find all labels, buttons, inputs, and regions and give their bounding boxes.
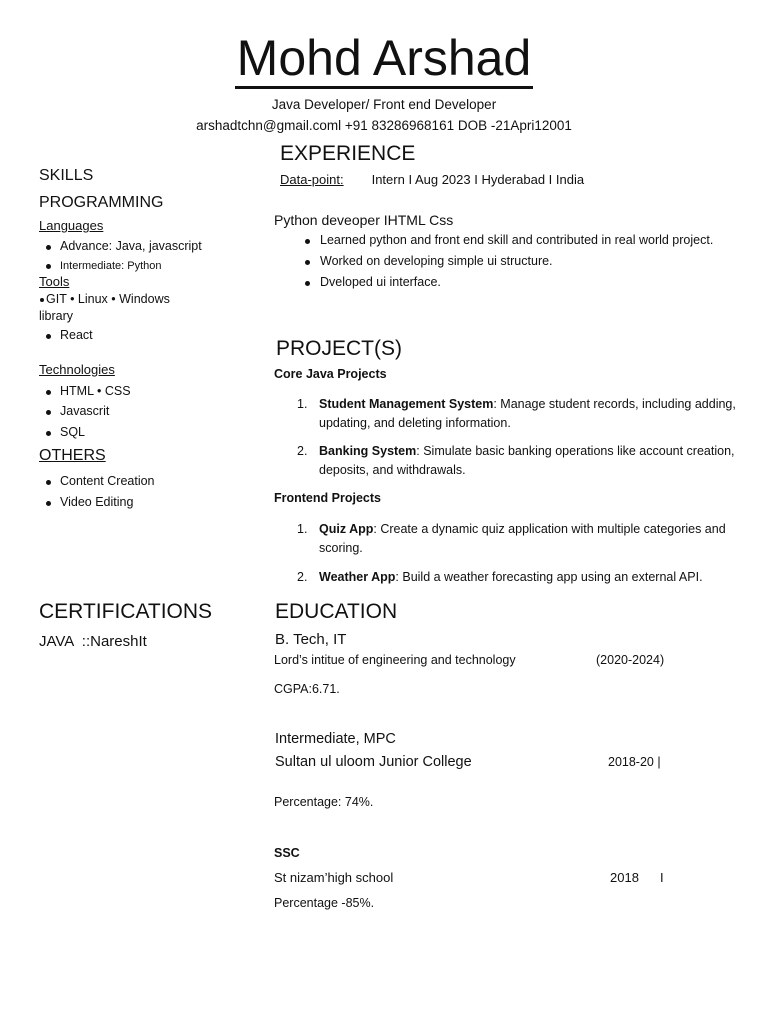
project-item — [297, 395, 737, 433]
technology-item — [46, 383, 131, 398]
experience-heading: EXPERIENCE — [280, 142, 416, 165]
other-item-text: Content Creation — [60, 474, 155, 488]
language-item — [46, 238, 202, 253]
bullet-dot — [46, 334, 51, 339]
projects-heading: PROJECT(S) — [276, 337, 402, 360]
certifications-heading: CERTIFICATIONS — [39, 600, 213, 623]
technologies-heading: Technologies — [39, 362, 115, 377]
certification-item: JAVA ::NareshIt — [39, 633, 147, 650]
tool-item — [46, 327, 93, 342]
language-item-text: Advance: Java, javascript — [60, 239, 202, 253]
language-item-text: Intermediate: Python — [60, 260, 162, 272]
project-title: Student Management System — [319, 397, 494, 411]
experience-bullet-text: Worked on developing simple ui structure. — [320, 254, 553, 268]
experience-bullet — [305, 254, 553, 268]
ssc-separator: I — [660, 870, 664, 885]
tools-heading: Tools — [39, 274, 70, 289]
tools-line-text: GIT • Linux • Windows — [46, 292, 170, 306]
project-title: Banking System — [319, 444, 417, 458]
bullet-dot — [46, 245, 51, 250]
other-item — [46, 473, 155, 488]
education-heading: EDUCATION — [275, 600, 398, 623]
bullet-dot — [46, 480, 51, 485]
technology-item-text: HTML • CSS — [60, 384, 131, 398]
experience-bullet — [305, 233, 713, 247]
core-projects-heading: Core Java Projects — [274, 367, 387, 381]
tools-line — [40, 292, 170, 306]
others-heading: OTHERS — [39, 447, 106, 464]
bullet-dot — [305, 239, 310, 244]
ssc-year: 2018 — [610, 870, 639, 885]
inter-percentage: Percentage: 74%. — [274, 795, 374, 809]
project-number: 1. — [297, 522, 308, 536]
tools-wrap: library — [39, 309, 74, 323]
bullet-dot — [46, 390, 51, 395]
technology-item-text: SQL — [60, 425, 86, 439]
project-desc: : Manage student records, including adding, updating, and deleting information. — [319, 397, 736, 430]
company-label: Data-point: — [280, 172, 344, 187]
experience-bullet — [305, 275, 441, 289]
experience-bullet-text: Learned python and front end skill and contributed in real world project. — [320, 233, 714, 247]
bullet-dot — [305, 260, 310, 265]
inter-years: 2018-20 | — [608, 755, 661, 769]
btech-degree: B. Tech, IT — [275, 631, 347, 648]
language-item — [46, 257, 162, 272]
project-item — [297, 520, 737, 558]
other-item — [46, 494, 133, 509]
btech-years: (2020-2024) — [596, 653, 665, 667]
resume-name — [0, 28, 768, 89]
frontend-projects-heading: Frontend Projects — [274, 491, 381, 505]
resume-name-text: Mohd Arshad — [235, 30, 534, 89]
languages-heading: Languages — [39, 218, 104, 233]
project-desc: : Create a dynamic quiz application with multiple categories and scoring. — [319, 522, 726, 555]
project-title: Weather App — [319, 570, 396, 584]
project-desc: : Build a weather forecasting app using an external API. — [395, 570, 703, 584]
inter-school: Sultan ul uloom Junior College — [275, 754, 472, 770]
ssc-school: St nizam’high school — [274, 870, 394, 885]
experience-bullet-text: Dveloped ui interface. — [320, 275, 441, 289]
project-item — [297, 568, 737, 587]
experience-company-line — [280, 172, 584, 187]
bullet-dot — [40, 298, 44, 302]
skills-heading: SKILLS — [39, 167, 94, 184]
bullet-dot — [46, 264, 51, 269]
inter-degree: Intermediate, MPC — [275, 731, 396, 747]
ssc-percentage: Percentage -85%. — [274, 896, 375, 910]
role-line: Java Developer/ Front end Developer — [271, 97, 497, 112]
project-number: 2. — [297, 444, 308, 458]
technology-item-text: Javascrit — [60, 404, 110, 418]
other-item-text: Video Editing — [60, 495, 134, 509]
project-item — [297, 442, 737, 480]
bullet-dot — [46, 410, 51, 415]
project-title: Quiz App — [319, 522, 374, 536]
project-number: 2. — [297, 570, 308, 584]
technology-item — [46, 403, 109, 418]
project-desc: : Simulate basic banking operations like account creation, deposits, and withdrawals. — [319, 444, 735, 477]
project-number: 1. — [297, 397, 308, 411]
btech-cgpa: CGPA:6.71. — [274, 682, 340, 696]
tool-item-text: React — [60, 328, 93, 342]
technology-item — [46, 424, 85, 439]
contact-line: arshadtchn@gmail.coml +91 83286968161 DOB -21Apri12001 — [196, 118, 572, 133]
bullet-dot — [46, 501, 51, 506]
programming-heading: PROGRAMMING — [39, 194, 164, 211]
bullet-dot — [46, 431, 51, 436]
experience-position: Python deveoper IHTML Css — [274, 212, 454, 228]
company-details: Intern I Aug 2023 I Hyderabad I India — [371, 172, 585, 187]
ssc-heading: SSC — [274, 846, 300, 860]
btech-school: Lord’s intitue of engineering and technology — [274, 653, 516, 667]
bullet-dot — [305, 281, 310, 286]
